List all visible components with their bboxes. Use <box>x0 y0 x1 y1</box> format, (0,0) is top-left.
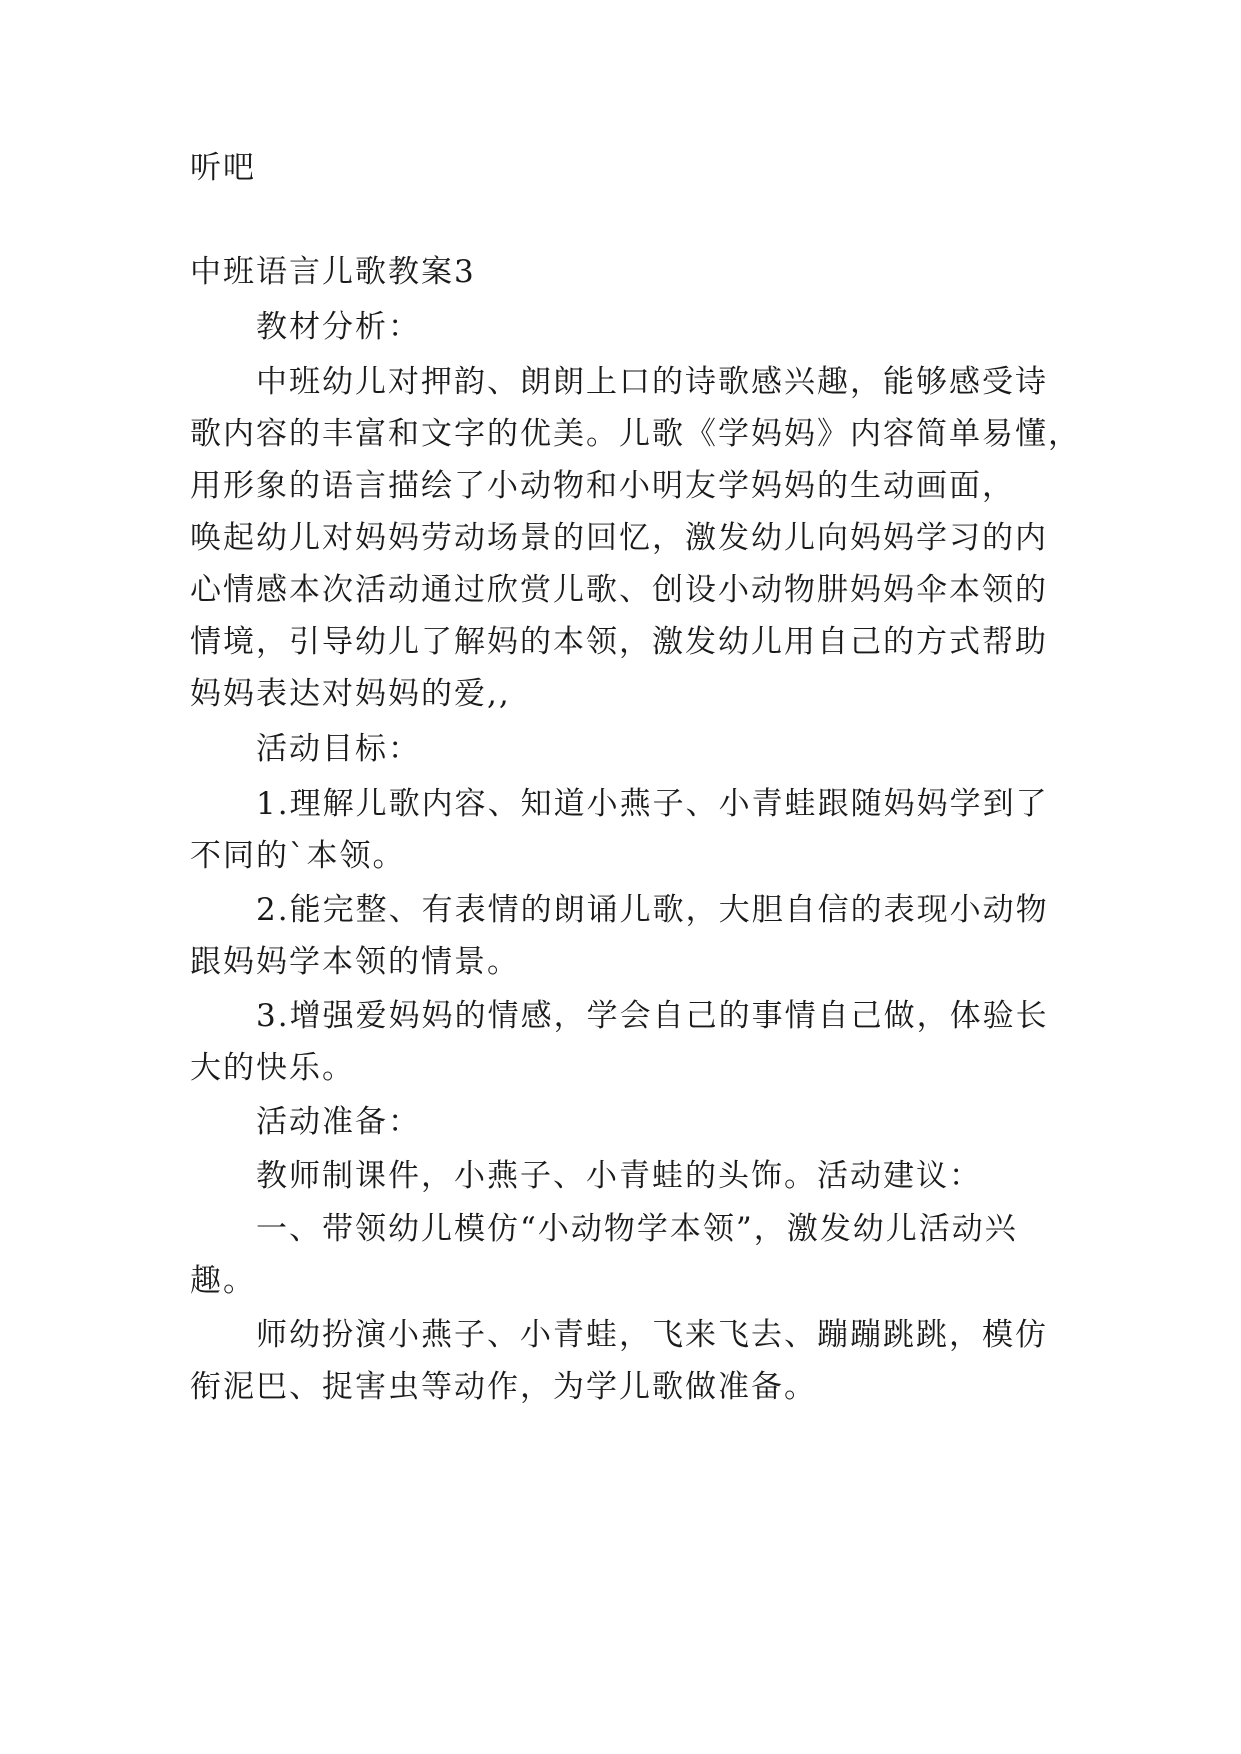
section-title-activity-prep: 活动准备： <box>256 1104 421 1140</box>
step-line: 一、带领幼儿模仿“小动物学本领”，激发幼儿活动兴 <box>256 1211 1018 1247</box>
step-line: 趣。 <box>190 1263 256 1299</box>
paragraph-line: 心情感本次活动通过欣赏儿歌、创设小动物肼妈妈伞本领的 <box>190 572 1048 608</box>
goal-line: 跟妈妈学本领的情景。 <box>190 944 520 980</box>
goal-line: 大的快乐。 <box>190 1050 355 1086</box>
paragraph-line: 用形象的语言描绘了小动物和小明友学妈妈的生动画面， <box>190 468 1015 504</box>
previous-section-tail: 听吧 <box>190 150 256 186</box>
goal-line: 2.能完整、有表情的朗诵儿歌，大胆自信的表现小动物 <box>256 892 1049 928</box>
paragraph-line: 歌内容的丰富和文字的优美。儿歌《学妈妈》内容简单易懂， <box>190 416 1081 452</box>
lesson-heading: 中班语言儿歌教案3 <box>190 254 476 290</box>
goal-line: 1.理解儿歌内容、知道小燕子、小青蛙跟随妈妈学到了 <box>256 786 1049 822</box>
paragraph-line: 唤起幼儿对妈妈劳动场景的回忆，激发幼儿向妈妈学习的内 <box>190 520 1048 556</box>
paragraph-line: 妈妈表达对妈妈的爱,, <box>190 676 511 712</box>
prep-line: 教师制课件，小燕子、小青蛙的头饰。活动建议： <box>256 1158 982 1194</box>
section-title-activity-goals: 活动目标： <box>256 731 421 767</box>
section-title-material-analysis: 教材分析： <box>256 309 421 345</box>
goal-line: 不同的`本领。 <box>190 838 406 874</box>
step-detail-line: 师幼扮演小燕子、小青蛙，飞来飞去、蹦蹦跳跳，模仿 <box>256 1317 1048 1353</box>
goal-line: 3.增强爱妈妈的情感，学会自己的事情自己做，体验长 <box>256 998 1049 1034</box>
paragraph-line: 中班幼儿对押韵、朗朗上口的诗歌感兴趣，能够感受诗 <box>256 364 1048 400</box>
step-detail-line: 衔泥巴、捉害虫等动作，为学儿歌做准备。 <box>190 1369 817 1405</box>
paragraph-line: 情境，引导幼儿了解妈的本领，激发幼儿用自己的方式帮助 <box>190 624 1048 660</box>
